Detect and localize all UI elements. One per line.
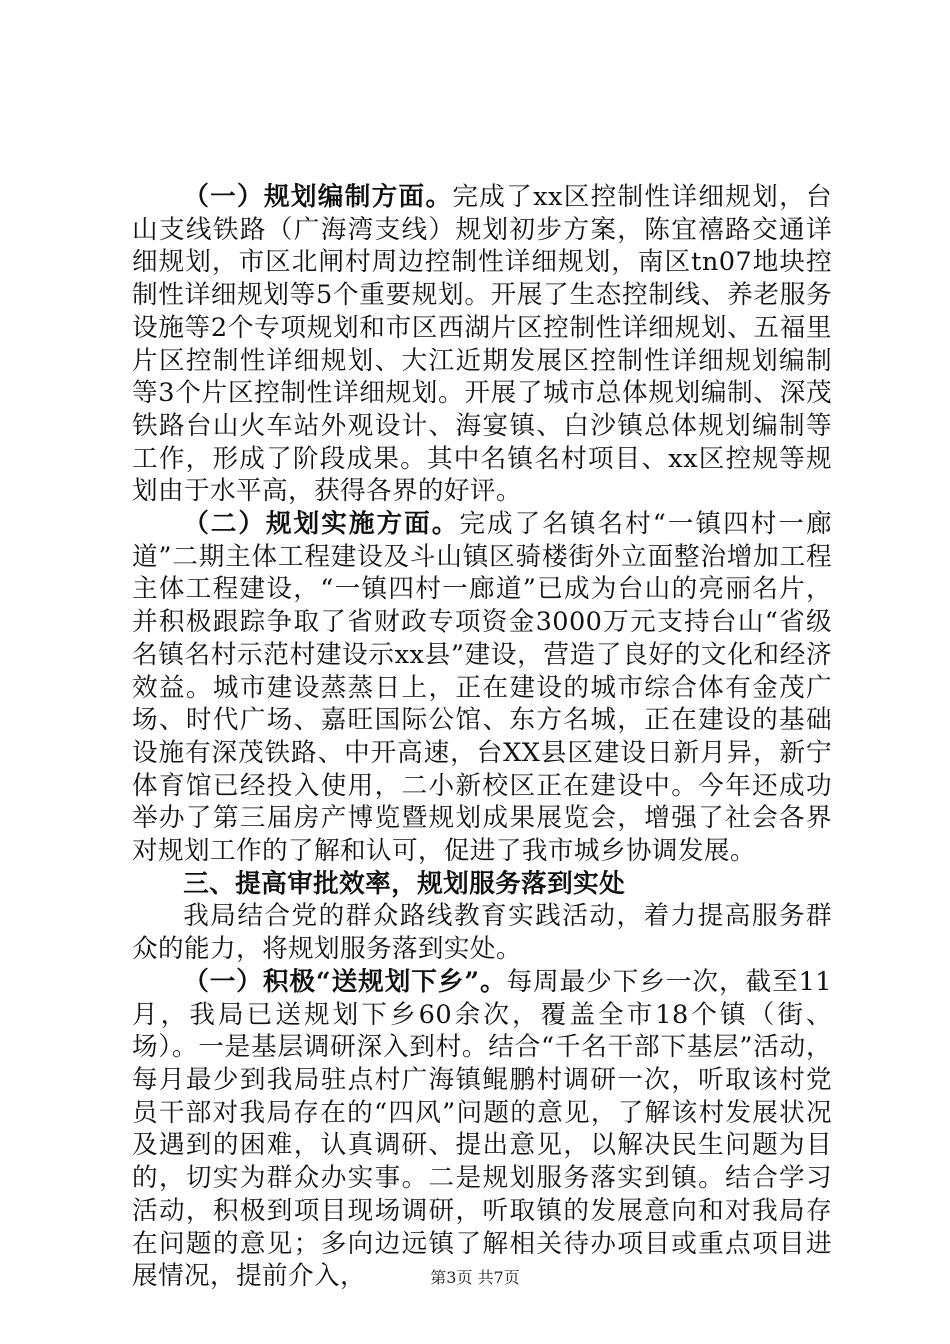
section-heading: 三、提高审批效率，规划服务落到实处 bbox=[183, 868, 626, 899]
paragraph-send-planning bbox=[132, 966, 832, 1293]
paragraph-lead: （二）规划实施方面。 bbox=[183, 509, 460, 540]
paragraph-text: 完成了名镇名村“一镇四村一廊道”二期主体工程建设及斗山镇区骑楼街外立面整治增加工程主体工程建设，“一镇四村一廊道”已成为台山的亮丽名片，并积极跟踪争取了省财政专项资金3000万元支持台山“省级名镇名村示范村建设示xx县”建设，营造了良好的文化和经济效益。城市建设蒸蒸日上，正在建设的城市综合体有金茂广场、时代广场、嘉旺国际公馆、东方名城，正在建设的基础设施有深茂铁路、中开高速，台XX县区建设日新月异，新宁体育馆已经投入使用，二小新校区正在建设中。今年还成功举办了第三届房产博览暨规划成果展览会，增强了社会各界对规划工作的了解和认可，促进了我市城乡协调发展。 bbox=[132, 509, 832, 867]
intro-paragraph: 我局结合党的群众路线教育实践活动，着力提高服务群众的能力，将规划服务落到实处。 bbox=[132, 901, 832, 965]
paragraph-planning-implementation bbox=[132, 508, 832, 868]
page-number: 第3页 共7页 bbox=[430, 1268, 520, 1287]
paragraph-planning-compilation bbox=[132, 181, 832, 508]
paragraph-lead: （一）积极“送规划下乡”。 bbox=[183, 966, 507, 997]
paragraph-text: 每周最少下乡一次，截至11月，我局已送规划下乡60余次，覆盖全市18个镇（街、场）。一是基层调研深入到村。结合“千名干部下基层”活动，每月最少到我局驻点村广海镇鲲鹏村调研一次，听取该村党员干部对我局存在的“四风”问题的意见，了解该村发展状况及遇到的困难，认真调研、提出意见，以解决民生问题为目的，切实为群众办实事。二是规划服务落实到镇。结合学习活动，积极到项目现场调研，听取镇的发展意向和对我局存在问题的意见；多向边远镇了解相关待办项目或重点项目进展情况，提前介入， bbox=[132, 966, 832, 1292]
paragraph-text: 完成了xx区控制性详细规划，台山支线铁路（广海湾支线）规划初步方案，陈宜禧路交通详细规划，市区北闸村周边控制性详细规划，南区tn07地块控制性详细规划等5个重要规划。开展了生态控制线、养老服务设施等2个专项规划和市区西湖片区控制性详细规划、五福里片区控制性详细规划、大江近期发展区控制性详细规划编制等3个片区控制性详细规划。开展了城市总体规划编制、深茂铁路台山火车站外观设计、海宴镇、白沙镇总体规划编制等工作，形成了阶段成果。其中名镇名村项目、xx区控规等规划由于水平高，获得各界的好评。 bbox=[132, 182, 832, 507]
document-body bbox=[132, 181, 832, 1293]
paragraph-lead: （一）规划编制方面。 bbox=[183, 182, 453, 212]
